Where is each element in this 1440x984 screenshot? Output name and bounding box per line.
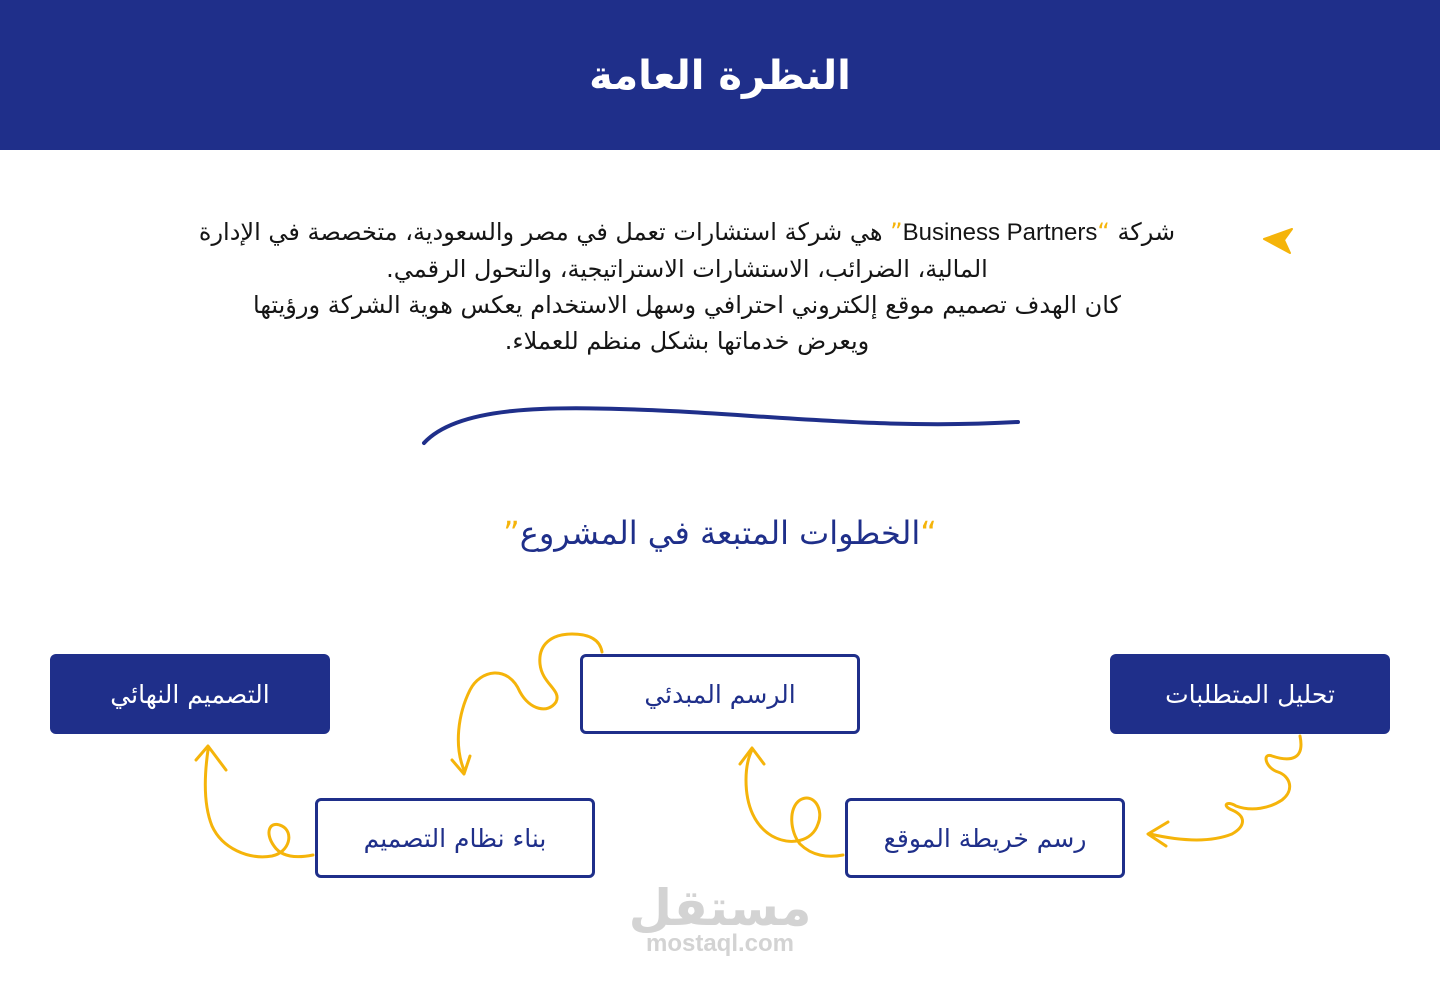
quote-open: “: [1097, 218, 1110, 246]
mostaql-watermark: [600, 880, 840, 958]
flow-arrow-1: [1148, 736, 1301, 846]
step-requirements-analysis: [1110, 654, 1390, 734]
header-band: [0, 0, 1440, 150]
step-final-design: [50, 654, 330, 734]
intro-line-1: [120, 214, 1254, 251]
step-wireframe: [580, 654, 860, 734]
intro-line-4: ويعرض خدماتها بشكل منظم للعملاء.: [504, 327, 870, 355]
step-sitemap: [845, 798, 1125, 878]
page-title: النظرة العامة: [589, 53, 851, 99]
steps-quote-close: ”: [503, 514, 520, 552]
step-label: التصميم النهائي: [110, 679, 270, 709]
step-design-system: [315, 798, 595, 878]
arrow-bullet-icon: [1262, 226, 1294, 256]
steps-quote-open: “: [920, 514, 937, 552]
watermark-latin: mostaql.com: [645, 930, 795, 957]
flow-arrow-4: [196, 746, 313, 857]
intro-line-3: كان الهدف تصميم موقع إلكتروني احترافي وسهل الاستخدام يعكس هوية الشركة ورؤيتها: [253, 291, 1121, 319]
wave-divider: [418, 400, 1024, 452]
step-label: الرسم المبدئي: [644, 679, 796, 709]
step-label: رسم خريطة الموقع: [883, 823, 1087, 853]
steps-title: [0, 508, 1440, 558]
flow-arrow-2: [740, 748, 843, 856]
intro-paragraph: [120, 214, 1254, 359]
intro-line-1-rest: هي شركة استشارات تعمل في مصر والسعودية، متخصصة في الإدارة: [198, 218, 883, 246]
steps-title-text: الخطوات المتبعة في المشروع: [519, 514, 921, 552]
step-label: بناء نظام التصميم: [363, 823, 547, 853]
company-prefix: شركة: [1117, 218, 1176, 246]
quote-close: ”: [890, 218, 903, 246]
watermark-arabic: مستقل: [628, 879, 812, 937]
company-name: Business Partners: [902, 219, 1098, 246]
intro-line-2: المالية، الضرائب، الاستشارات الاستراتيجية، والتحول الرقمي.: [386, 255, 988, 283]
step-label: تحليل المتطلبات: [1165, 679, 1335, 709]
